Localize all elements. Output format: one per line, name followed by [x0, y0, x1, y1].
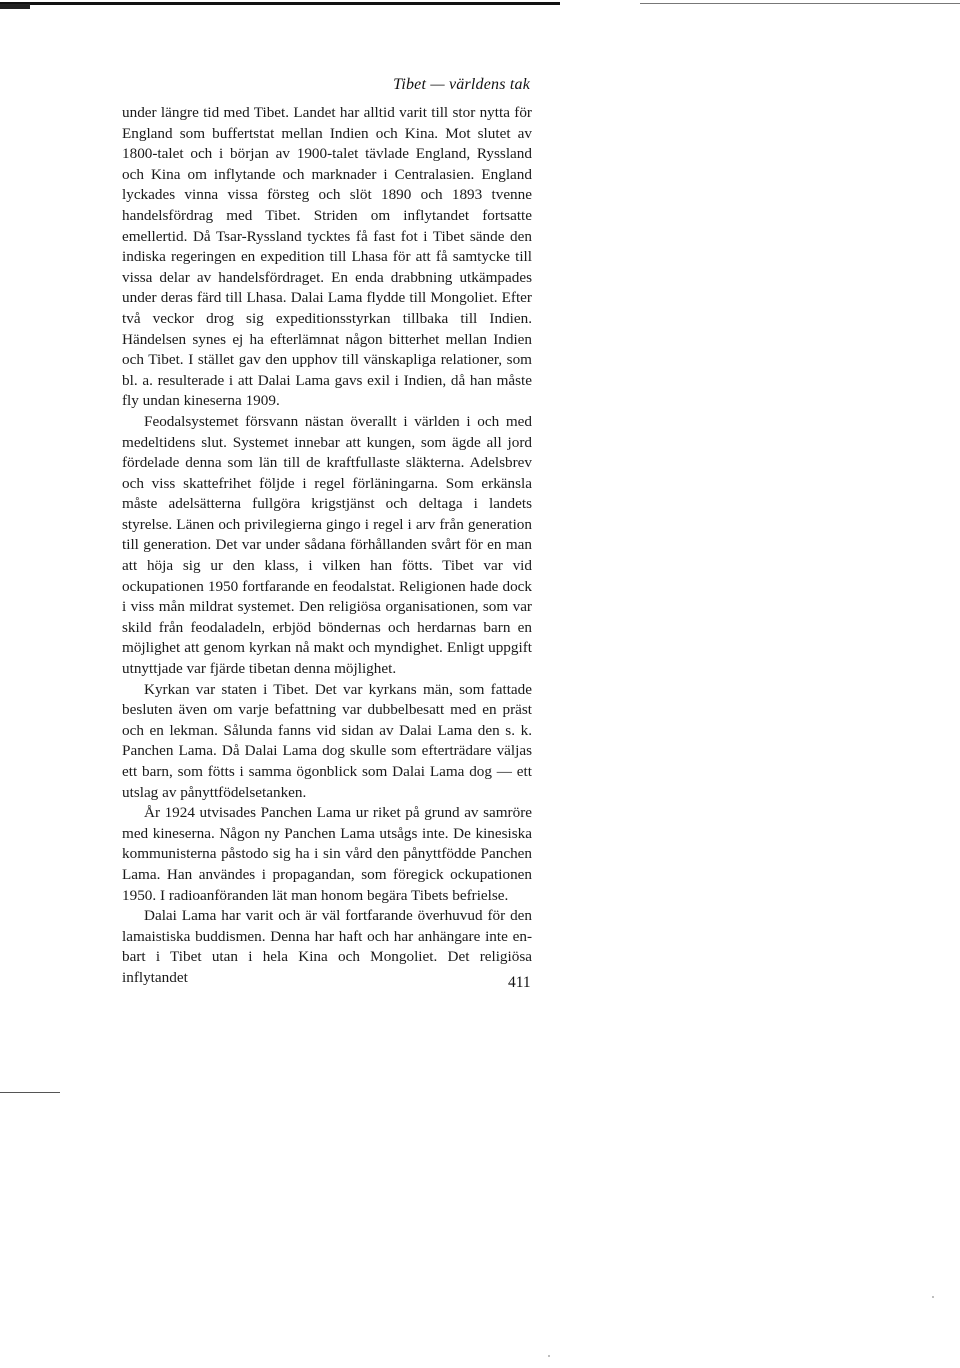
scan-dust — [932, 1296, 934, 1298]
body-text — [122, 103, 532, 989]
scan-edge-speck — [0, 4, 30, 9]
paragraph-4: År 1924 utvisades Panchen Lama ur riket på grund av samröre med kineserna. Någon ny Panchen Lama utsågs inte. De kinesiska kommunisterna påstodo sig ha i sin vård den pånyttfödde Panchen Lama. Han användes i propagandan, som föregick ockupationen 1950. I radioanföranden lät man honom begära Tibets befrielse. — [122, 804, 532, 904]
scan-top-edge — [0, 0, 960, 10]
paragraph-5: Dalai Lama har varit och är väl fortfarande överhuvud för den lamaistiska buddismen. Denna har haft och har anhängare inte enbart i Tibet utan i hela Kina och Mongoliet. Det religiösa inflytandet — [122, 907, 532, 986]
scan-margin-mark — [0, 1092, 60, 1093]
paragraph-1: under längre tid med Tibet. Landet har alltid varit till stor nytta för England som buffertstat mellan Indien och Kina. Mot slutet av 1800-talet och i början av 1900-talet tävlade England, Ryssland och Kina om inflytande och marknader i Centralasien. England lyckades vinna vissa försteg och slöt 1890 och 1893 tvenne handelsfördrag med Tibet. Striden om inflytandet fortsatte emellertid. Då Tsar-Ryssland tycktes få fast fot i Tibet sände den indiska regeringen en expedition till Lhasa för att få samtycke till vissa delar av handelsfördraget. En enda drabbning utkämpades under deras färd till Lhasa. Dalai Lama flydde till Mongoliet. Efter två veckor drog sig expeditionsstyrkan tillbaka till Indien. Händelsen synes ej ha efterlämnat någon bitterhet mellan Indien och Tibet. I stället gav den upphov till vänskapliga relationer, som bl. a. resulterade i att Dalai Lama gavs exil i Indien, då han måste fly undan kineserna 1909. — [122, 104, 532, 410]
running-head: Tibet — världens tak — [393, 76, 530, 93]
page-number: 411 — [508, 974, 531, 991]
paragraph-2: Feodalsystemet försvann nästan överallt i världen i och med medeltidens slut. Systemet innebar att kungen, som ägde all jord fördelade denna som län till de kraftfullaste släkterna. Adelsbrev och viss skattefrihet följde i regel förläningarna. Som erkänsla måste adelsätterna fullgöra krigstjänst och deltaga i landets styrelse. Länen och privilegierna gingo i regel i arv från generation till generation. Det var under sådana förhållanden svårt för en man att höja sig ur den klass, i vilken han fötts. Tibet var vid ockupationen 1950 fortfarande en feodalstat. Religionen hade dock i viss mån mildrat systemet. Den religiösa organisationen, som var skild från feodaladeln, erbjöd böndernas och herdarnas barn en möjlighet att genom kyrkan nå makt och myndighet. Enligt uppgift utnyttjade var fjärde tibetan denna möjlighet. — [122, 412, 532, 678]
scan-edge-line — [640, 3, 960, 4]
paragraph-3: Kyrkan var staten i Tibet. Det var kyrkans män, som fattade besluten även om varje befattning var dubbelbesatt med en präst och en lekman. Sålunda fanns vid sidan av Dalai Lama den s. k. Panchen Lama. Då Dalai Lama dog skulle som efterträdare väljas ett barn, som fötts i samma ögonblick som Dalai Lama dog — ett utslag av pånyttfödelsetanken. — [122, 680, 532, 801]
scan-edge-bar — [0, 2, 560, 5]
scan-dust — [548, 1355, 550, 1357]
